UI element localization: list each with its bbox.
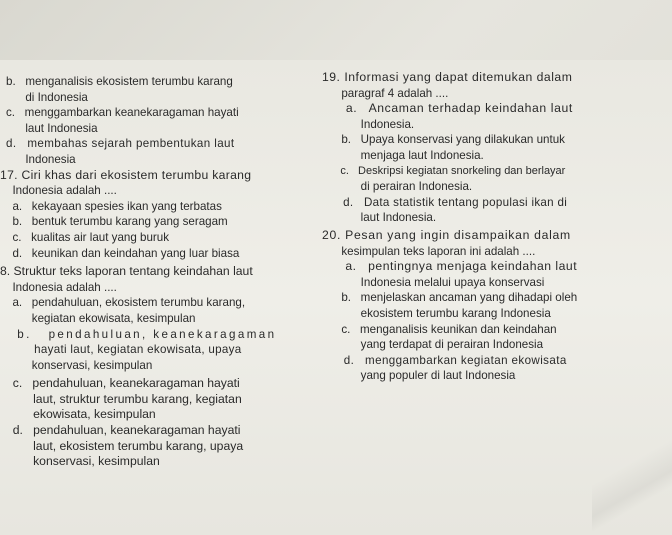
text-line: d. membahas sejarah pembentukan laut bbox=[6, 137, 235, 151]
text-line: kesimpulan teks laporan ini adalah .... bbox=[322, 244, 536, 258]
option-20a: a. pentingnya menjaga keindahan laut bbox=[322, 259, 578, 274]
question-19: 19. Informasi yang dapat ditemukan dalam bbox=[322, 70, 573, 84]
question-18: 8. Struktur teks laporan tentang keindahan laut bbox=[0, 264, 253, 279]
text-line: laut, ekosistem terumbu karang, upaya bbox=[6, 438, 244, 453]
option-19c: c. Deskripsi kegiatan snorkeling dan berlayar bbox=[322, 164, 566, 177]
option-17c: c. kualitas air laut yang buruk bbox=[6, 230, 170, 244]
text-line: ekowisata, kesimpulan bbox=[6, 407, 156, 422]
option-19b: b. Upaya konservasi yang dilakukan untuk bbox=[322, 133, 565, 147]
option-19a: a. Ancaman terhadap keindahan laut bbox=[322, 101, 573, 116]
text-line: di perairan Indonesia. bbox=[322, 180, 473, 194]
paper-fold-shadow bbox=[592, 420, 672, 535]
text-line: paragraf 4 adalah .... bbox=[322, 86, 449, 100]
text-line: konservasi, kesimpulan bbox=[6, 358, 153, 372]
text-line: Indonesia adalah .... bbox=[6, 280, 117, 294]
text-line: Indonesia adalah .... bbox=[6, 184, 117, 198]
option-19d: d. Data statistik tentang populasi ikan di bbox=[322, 195, 568, 209]
option-17d: d. keunikan dan keindahan yang luar biasa bbox=[6, 246, 240, 260]
option-20c: c. menganalisis keunikan dan keindahan bbox=[322, 322, 557, 336]
text-line: Indonesia bbox=[6, 152, 76, 166]
text-line: Indonesia melalui upaya konservasi bbox=[322, 275, 545, 289]
text-line: laut, struktur terumbu karang, kegiatan bbox=[6, 391, 242, 406]
text-line: konservasi, kesimpulan bbox=[6, 454, 160, 469]
text-line: yang populer di laut Indonesia bbox=[322, 369, 516, 383]
question-17: 17. Ciri khas dari ekosistem terumbu karang bbox=[0, 167, 252, 182]
option-17b: b. bentuk terumbu karang yang seragam bbox=[6, 215, 228, 229]
text-line: kegiatan ekowisata, kesimpulan bbox=[6, 311, 196, 325]
text-line: hayati laut, kegiatan ekowisata, upaya bbox=[6, 343, 242, 357]
option-18c: c. pendahuluan, keanekaragaman hayati bbox=[6, 376, 240, 391]
text-line: di Indonesia bbox=[6, 90, 88, 104]
text-line: menjaga laut Indonesia. bbox=[322, 148, 484, 162]
text-line: laut Indonesia. bbox=[322, 211, 437, 225]
text-line: ekosistem terumbu karang Indonesia bbox=[322, 306, 551, 320]
left-column bbox=[0, 74, 316, 470]
option-17a: a. kekayaan spesies ikan yang terbatas bbox=[6, 199, 222, 213]
option-18d: d. pendahuluan, keanekaragaman hayati bbox=[6, 423, 241, 438]
option-20d: d. menggambarkan kegiatan ekowisata bbox=[322, 353, 567, 367]
option-18a: a. pendahuluan, ekosistem terumbu karang, bbox=[6, 296, 246, 310]
question-20: 20. Pesan yang ingin disampaikan dalam bbox=[322, 227, 571, 242]
text-line: b. menganalisis ekosistem terumbu karang bbox=[6, 75, 233, 88]
right-column bbox=[322, 70, 667, 384]
option-18b: b. pendahuluan, keanekaragaman bbox=[6, 327, 277, 341]
text-line: laut Indonesia bbox=[6, 121, 98, 135]
text-line: yang terdapat di perairan Indonesia bbox=[322, 338, 544, 352]
text-line: Indonesia. bbox=[322, 117, 415, 131]
option-20b: b. menjelaskan ancaman yang dihadapi oleh bbox=[322, 291, 578, 305]
text-line: c. menggambarkan keanekaragaman hayati bbox=[6, 106, 239, 120]
